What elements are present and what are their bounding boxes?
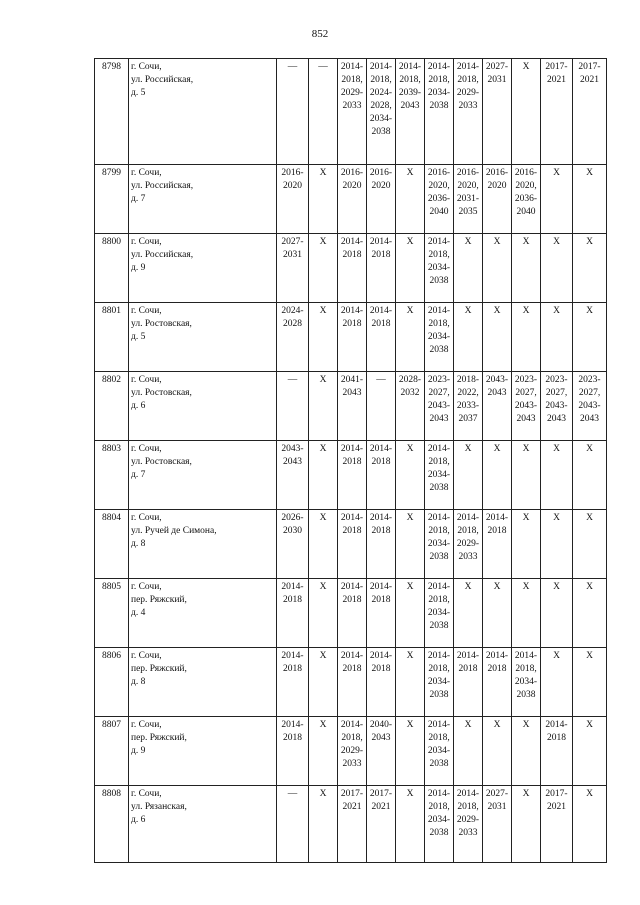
period-cell: 2016- 2020, 2036- 2040 [512,165,541,234]
period-cell: X [573,510,607,579]
period-cell: — [277,786,309,863]
address-line: г. Сочи, [131,582,162,592]
address-line: д. 8 [131,539,146,549]
period-cell: 2014- 2018 [367,648,396,717]
row-number: 8798 [95,59,129,165]
period-cell: — [277,372,309,441]
period-cell: — [309,59,338,165]
address-line: г. Сочи, [131,237,162,247]
period-cell: 2017- 2021 [541,59,573,165]
period-cell: 2016- 2020 [338,165,367,234]
address-line: ул. Ростовская, [131,457,192,467]
period-cell: 2026- 2030 [277,510,309,579]
period-cell: 2014- 2018, 2029- 2033 [454,59,483,165]
period-cell: 2017- 2021 [338,786,367,863]
period-cell: 2014- 2018, 2034- 2038 [425,717,454,786]
period-cell: X [396,648,425,717]
period-cell: 2023- 2027, 2043- 2043 [512,372,541,441]
period-cell: 2017- 2021 [541,786,573,863]
period-cell: 2014- 2018, 2034- 2038 [425,303,454,372]
address-line: г. Сочи, [131,789,162,799]
address-line: пер. Ряжский, [131,595,187,605]
period-cell: 2014- 2018, 2034- 2038 [425,786,454,863]
address-cell [129,648,277,717]
period-cell: X [309,441,338,510]
period-cell: 2014- 2018 [338,510,367,579]
period-cell: X [454,579,483,648]
table-row [95,510,607,579]
address-cell [129,441,277,510]
address-line: ул. Рязанская, [131,802,187,812]
address-line: г. Сочи, [131,306,162,316]
address-line: г. Сочи, [131,651,162,661]
period-cell: X [309,234,338,303]
period-cell: 2014- 2018, 2034- 2038 [425,234,454,303]
period-cell: X [573,648,607,717]
period-cell: X [396,165,425,234]
table-body [95,59,607,863]
table-row [95,303,607,372]
period-cell: X [309,579,338,648]
address-line: д. 7 [131,194,146,204]
period-cell: X [573,165,607,234]
period-cell: X [573,786,607,863]
period-cell: 2017- 2021 [367,786,396,863]
period-cell: X [309,372,338,441]
period-cell: — [367,372,396,441]
period-cell: X [512,786,541,863]
address-cell [129,786,277,863]
period-cell: 2014- 2018 [367,234,396,303]
period-cell: X [454,441,483,510]
period-cell: X [573,579,607,648]
period-cell: 2043- 2043 [277,441,309,510]
address-line: д. 6 [131,401,146,411]
address-line: пер. Ряжский, [131,733,187,743]
period-cell: 2014- 2018 [541,717,573,786]
period-cell: 2014- 2018, 2034- 2038 [425,441,454,510]
period-cell: 2016- 2020 [483,165,512,234]
period-cell: 2014- 2018 [454,648,483,717]
period-cell: X [541,165,573,234]
period-cell: X [573,441,607,510]
repair-schedule-table [94,58,607,863]
address-line: д. 5 [131,332,146,342]
address-line: д. 7 [131,470,146,480]
period-cell: X [483,579,512,648]
period-cell: 2016- 2020 [367,165,396,234]
period-cell: X [309,648,338,717]
address-line: ул. Российская, [131,250,194,260]
address-line: г. Сочи, [131,62,162,72]
period-cell: 2014- 2018 [367,579,396,648]
period-cell: X [573,717,607,786]
period-cell: X [541,510,573,579]
period-cell: X [512,303,541,372]
period-cell: 2014- 2018, 2024- 2028, 2034- 2038 [367,59,396,165]
period-cell: 2014- 2018 [483,648,512,717]
period-cell: X [454,303,483,372]
period-cell: 2014- 2018, 2034- 2038 [425,59,454,165]
period-cell: X [541,234,573,303]
table-row [95,165,607,234]
period-cell: — [277,59,309,165]
period-cell: 2016- 2020, 2036- 2040 [425,165,454,234]
table-row [95,648,607,717]
period-cell: 2014- 2018, 2029- 2033 [454,786,483,863]
period-cell: X [512,579,541,648]
period-cell: X [573,303,607,372]
row-number: 8799 [95,165,129,234]
period-cell: 2014- 2018 [338,234,367,303]
period-cell: 2014- 2018 [277,579,309,648]
period-cell: 2014- 2018 [338,579,367,648]
period-cell: X [512,441,541,510]
period-cell: 2023- 2027, 2043- 2043 [573,372,607,441]
period-cell: X [541,441,573,510]
row-number: 8803 [95,441,129,510]
address-line: г. Сочи, [131,168,162,178]
period-cell: 2014- 2018 [338,441,367,510]
period-cell: 2014- 2018 [277,648,309,717]
period-cell: 2024- 2028 [277,303,309,372]
row-number: 8802 [95,372,129,441]
period-cell: X [541,303,573,372]
period-cell: X [309,165,338,234]
address-cell [129,303,277,372]
period-cell: 2027- 2031 [483,59,512,165]
period-cell: 2014- 2018, 2029- 2033 [454,510,483,579]
row-number: 8806 [95,648,129,717]
period-cell: X [512,510,541,579]
period-cell: 2014- 2018 [367,303,396,372]
period-cell: 2014- 2018 [367,441,396,510]
address-line: г. Сочи, [131,720,162,730]
table-row [95,441,607,510]
period-cell: X [396,786,425,863]
address-line: д. 5 [131,88,146,98]
row-number: 8801 [95,303,129,372]
period-cell: X [309,786,338,863]
page-number: 852 [311,28,329,40]
period-cell: 2014- 2018, 2034- 2038 [425,579,454,648]
address-line: г. Сочи, [131,513,162,523]
period-cell: X [396,717,425,786]
period-cell: 2027- 2031 [277,234,309,303]
period-cell: X [396,441,425,510]
period-cell: X [512,717,541,786]
period-cell: X [573,234,607,303]
table-row [95,372,607,441]
address-cell [129,579,277,648]
address-line: д. 9 [131,746,146,756]
period-cell: 2014- 2018, 2034- 2038 [425,648,454,717]
period-cell: 2043- 2043 [483,372,512,441]
period-cell: 2016- 2020 [277,165,309,234]
period-cell: 2018- 2022, 2033- 2037 [454,372,483,441]
period-cell: X [396,303,425,372]
period-cell: 2017- 2021 [573,59,607,165]
period-cell: 2014- 2018 [338,648,367,717]
address-line: ул. Российская, [131,75,194,85]
period-cell: 2014- 2018, 2039- 2043 [396,59,425,165]
row-number: 8800 [95,234,129,303]
period-cell: X [483,303,512,372]
period-cell: X [396,234,425,303]
period-cell: 2041- 2043 [338,372,367,441]
address-cell [129,165,277,234]
address-line: ул. Ручей де Симона, [131,526,217,536]
period-cell: 2014- 2018 [338,303,367,372]
address-cell [129,234,277,303]
period-cell: 2014- 2018, 2029- 2033 [338,717,367,786]
period-cell: X [512,234,541,303]
table-row [95,717,607,786]
period-cell: 2014- 2018 [367,510,396,579]
address-line: г. Сочи, [131,444,162,454]
period-cell: X [396,579,425,648]
table-row [95,59,607,165]
period-cell: X [309,717,338,786]
period-cell: X [512,59,541,165]
address-line: ул. Ростовская, [131,319,192,329]
period-cell: 2023- 2027, 2043- 2043 [425,372,454,441]
period-cell: 2014- 2018, 2029- 2033 [338,59,367,165]
period-cell: 2023- 2027, 2043- 2043 [541,372,573,441]
address-line: д. 9 [131,263,146,273]
address-line: г. Сочи, [131,375,162,385]
address-cell [129,510,277,579]
period-cell: X [483,441,512,510]
period-cell: 2014- 2018, 2034- 2038 [425,510,454,579]
address-line: д. 6 [131,815,146,825]
address-line: д. 8 [131,677,146,687]
period-cell: 2028- 2032 [396,372,425,441]
period-cell: X [309,510,338,579]
period-cell: X [454,717,483,786]
period-cell: 2027- 2031 [483,786,512,863]
period-cell: X [483,234,512,303]
period-cell: 2014- 2018 [483,510,512,579]
table-row [95,579,607,648]
period-cell: 2040- 2043 [367,717,396,786]
period-cell: X [483,717,512,786]
row-number: 8804 [95,510,129,579]
address-line: д. 4 [131,608,146,618]
period-cell: X [396,510,425,579]
address-cell [129,372,277,441]
period-cell: X [309,303,338,372]
period-cell: 2014- 2018, 2034- 2038 [512,648,541,717]
row-number: 8808 [95,786,129,863]
period-cell: X [541,648,573,717]
row-number: 8807 [95,717,129,786]
address-cell [129,717,277,786]
table-row [95,234,607,303]
address-line: ул. Ростовская, [131,388,192,398]
period-cell: X [454,234,483,303]
address-cell [129,59,277,165]
row-number: 8805 [95,579,129,648]
period-cell: 2014- 2018 [277,717,309,786]
period-cell: 2016- 2020, 2031- 2035 [454,165,483,234]
period-cell: X [541,579,573,648]
table-row [95,786,607,863]
address-line: пер. Ряжский, [131,664,187,674]
address-line: ул. Российская, [131,181,194,191]
